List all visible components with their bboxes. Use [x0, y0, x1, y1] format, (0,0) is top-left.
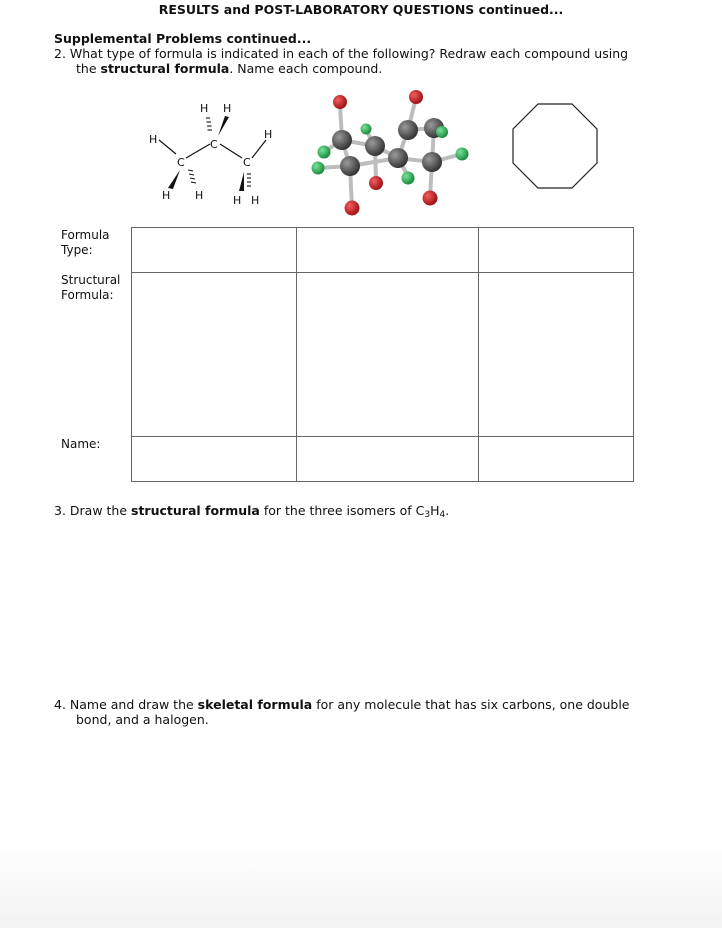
oxygen-atom	[345, 201, 360, 216]
q2-text-end: . Name each compound.	[229, 61, 383, 76]
ball-and-stick-molecule	[300, 88, 480, 218]
q3-text: for the three isomers of C	[259, 503, 425, 518]
q3-subscript: 4	[439, 510, 446, 520]
chlorine-atom	[402, 172, 415, 185]
row-label-name: Name:	[61, 437, 101, 451]
h-label: H	[195, 189, 204, 202]
question-2-line-1: 2. What type of formula is indicated in each of the following? Redraw each compound using	[54, 46, 629, 61]
page-title: RESULTS and POST-LABORATORY QUESTIONS continued...	[158, 2, 564, 17]
table-cell-name-1[interactable]	[131, 436, 297, 482]
table-cell-structural-2[interactable]	[296, 272, 479, 437]
h-label: H	[251, 194, 260, 207]
chlorine-atom	[436, 126, 448, 138]
carbon-atom	[340, 156, 360, 176]
q2-text: the	[76, 61, 101, 76]
h-label: H	[223, 102, 232, 115]
q2-bold-text: structural formula	[100, 61, 230, 76]
question-4-line-2: bond, and a halogen.	[76, 712, 209, 727]
carbon-atom	[422, 152, 442, 172]
question-2-line-2	[76, 61, 382, 76]
carbon-atom	[398, 120, 418, 140]
h-label: H	[162, 189, 171, 202]
chlorine-atom	[318, 146, 331, 159]
carbon-atom	[365, 136, 385, 156]
h-label: H	[233, 194, 242, 207]
section-heading: Supplemental Problems continued...	[54, 31, 312, 46]
table-cell-formula-type-1[interactable]	[131, 227, 297, 273]
table-cell-name-3[interactable]	[478, 436, 634, 482]
question-3	[54, 503, 449, 523]
chlorine-atom	[456, 148, 469, 161]
table-cell-structural-1[interactable]	[131, 272, 297, 437]
row-label-line: Formula	[61, 228, 110, 242]
h-label: H	[149, 133, 158, 146]
row-label-formula-type	[61, 228, 110, 258]
q4-text: 4. Name and draw the	[54, 697, 198, 712]
octagon-skeletal-molecule	[512, 103, 602, 189]
q3-text: 3. Draw the	[54, 503, 132, 518]
h-label: H	[264, 128, 273, 141]
oxygen-atom	[409, 90, 423, 104]
q4-text: for any molecule that has six carbons, one double	[312, 697, 630, 712]
table-cell-name-2[interactable]	[296, 436, 479, 482]
c-label: C	[210, 138, 218, 151]
table-cell-formula-type-3[interactable]	[478, 227, 634, 273]
h-label: H	[200, 102, 209, 115]
oxygen-atom	[333, 95, 347, 109]
c-label: C	[243, 156, 251, 169]
q3-bold-text: structural formula	[131, 503, 260, 518]
c-label: C	[177, 156, 185, 169]
dash-wedge-molecule	[140, 98, 290, 208]
q3-text: H	[430, 503, 440, 518]
q3-subscript: 3	[424, 510, 431, 520]
row-label-line: Formula:	[61, 288, 114, 302]
row-label-structural-formula	[61, 273, 120, 303]
q3-text: .	[445, 503, 450, 518]
oxygen-atom	[369, 176, 383, 190]
question-4-line-1	[54, 697, 629, 712]
row-label-line: Type:	[61, 243, 93, 257]
q4-bold-text: skeletal formula	[197, 697, 313, 712]
chlorine-atom	[361, 124, 372, 135]
row-label-line: Structural	[61, 273, 121, 287]
carbon-atom	[388, 148, 408, 168]
carbon-atom	[332, 130, 352, 150]
oxygen-atom	[423, 191, 438, 206]
table-cell-formula-type-2[interactable]	[296, 227, 479, 273]
table-cell-structural-3[interactable]	[478, 272, 634, 437]
chlorine-atom	[312, 162, 325, 175]
